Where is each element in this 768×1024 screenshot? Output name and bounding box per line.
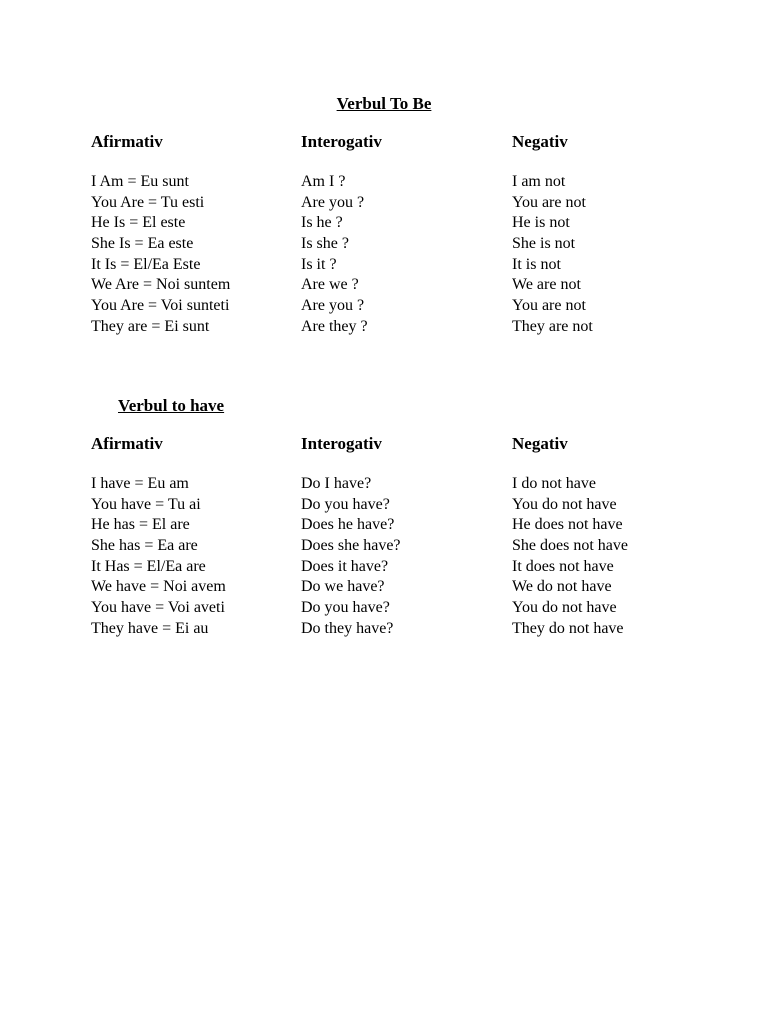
column-header-afirmativ: Afirmativ bbox=[91, 434, 163, 453]
list-item: She is not bbox=[512, 235, 576, 253]
list-item: We Are = Noi suntem bbox=[91, 276, 231, 294]
list-item: Does it have? bbox=[301, 557, 389, 575]
column-interogativ-to-have bbox=[301, 434, 511, 640]
list-item: We are not bbox=[512, 276, 581, 294]
list-item: Are we ? bbox=[301, 276, 359, 294]
list-item: You have = Voi aveti bbox=[91, 599, 225, 617]
list-item: Am I ? bbox=[301, 173, 346, 190]
list-item: It is not bbox=[512, 255, 561, 273]
list-item: He is not bbox=[512, 214, 570, 232]
list-item: I Am = Eu sunt bbox=[91, 173, 189, 190]
list-item: Is she ? bbox=[301, 235, 349, 253]
column-negativ-to-have bbox=[512, 434, 722, 640]
list-item: He does not have bbox=[512, 516, 623, 534]
list-item: You have = Tu ai bbox=[91, 495, 201, 513]
list-item: Are you ? bbox=[301, 193, 365, 211]
list-item: Is he ? bbox=[301, 214, 343, 232]
column-afirmativ-to-be bbox=[91, 132, 301, 338]
column-afirmativ-to-have bbox=[91, 434, 301, 640]
column-header-afirmativ: Afirmativ bbox=[91, 132, 163, 151]
list-item: Does he have? bbox=[301, 516, 395, 534]
list-item: Do they have? bbox=[301, 619, 394, 637]
list-item: We do not have bbox=[512, 578, 612, 596]
list-item: Do we have? bbox=[301, 578, 385, 596]
list-item: He Is = El este bbox=[91, 214, 186, 232]
list-item: You are not bbox=[512, 297, 586, 315]
column-header-negativ: Negativ bbox=[512, 132, 568, 151]
list-item: We have = Noi avem bbox=[91, 578, 226, 596]
column-header-negativ: Negativ bbox=[512, 434, 568, 453]
list-item: It does not have bbox=[512, 557, 614, 575]
list-item: They are = Ei sunt bbox=[91, 317, 210, 335]
list-item: They are not bbox=[512, 317, 593, 335]
list-item: I have = Eu am bbox=[91, 475, 189, 492]
list-item: You Are = Tu esti bbox=[91, 193, 205, 211]
list-item: I do not have bbox=[512, 475, 596, 492]
list-item: I am not bbox=[512, 173, 566, 190]
list-item: It Is = El/Ea Este bbox=[91, 255, 201, 273]
list-item: Is it ? bbox=[301, 255, 337, 273]
list-item: It Has = El/Ea are bbox=[91, 557, 206, 575]
list-item: You do not have bbox=[512, 599, 617, 617]
list-item: Do you have? bbox=[301, 495, 390, 513]
section-title-to-have: Verbul to have bbox=[118, 396, 225, 415]
column-header-interogativ: Interogativ bbox=[301, 434, 382, 453]
list-item: She Is = Ea este bbox=[91, 235, 194, 253]
column-negativ-to-be bbox=[512, 132, 722, 338]
list-item: She has = Ea are bbox=[91, 537, 198, 555]
list-item: You do not have bbox=[512, 495, 617, 513]
list-item: You are not bbox=[512, 193, 586, 211]
list-item: Are you ? bbox=[301, 297, 365, 315]
section-title-to-be: Verbul To Be bbox=[336, 94, 432, 113]
list-item: They have = Ei au bbox=[91, 619, 209, 637]
list-item: Are they ? bbox=[301, 317, 368, 335]
list-item: Do I have? bbox=[301, 475, 372, 492]
list-item: They do not have bbox=[512, 619, 624, 637]
column-interogativ-to-be bbox=[301, 132, 511, 338]
list-item: Does she have? bbox=[301, 537, 401, 555]
list-item: Do you have? bbox=[301, 599, 390, 617]
column-header-interogativ: Interogativ bbox=[301, 132, 382, 151]
list-item: She does not have bbox=[512, 537, 628, 555]
list-item: He has = El are bbox=[91, 516, 190, 534]
list-item: You Are = Voi sunteti bbox=[91, 297, 230, 315]
